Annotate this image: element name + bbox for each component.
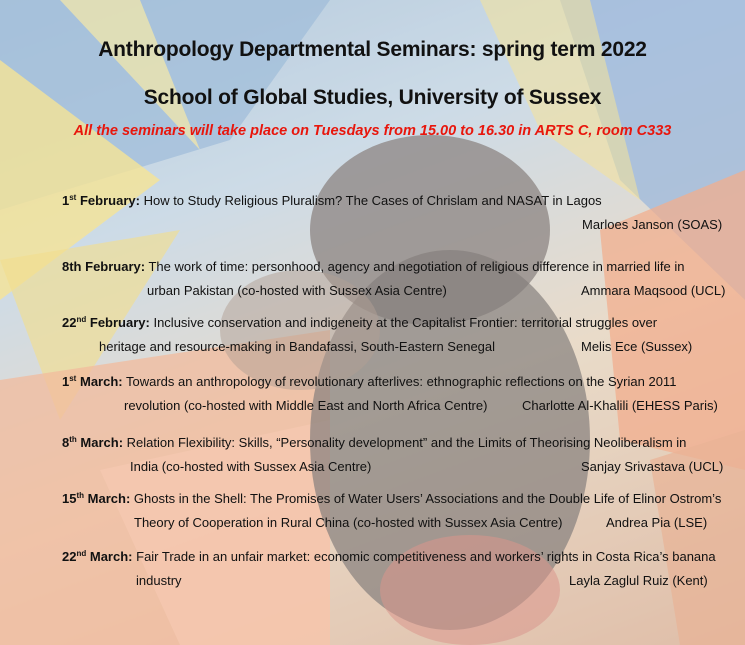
seminar-title-continued: revolution (co-hosted with Middle East and North Africa Centre)	[124, 398, 488, 413]
seminar-entry	[62, 255, 742, 303]
seminar-title-line	[62, 189, 742, 213]
seminar-entry	[62, 370, 742, 418]
seminar-entry	[62, 487, 742, 535]
seminar-speaker: Ammara Maqsood (UCL)	[581, 283, 726, 298]
seminar-speaker: Andrea Pia (LSE)	[606, 515, 708, 530]
seminar-title-line	[62, 545, 742, 569]
seminar-title-line	[62, 255, 742, 279]
seminar-title-continued: urban Pakistan (co-hosted with Sussex Asia Centre)	[147, 283, 447, 298]
seminar-entry	[62, 311, 742, 359]
seminar-speaker: Charlotte Al-Khalili (EHESS Paris)	[522, 398, 718, 413]
seminar-title-continued: heritage and resource-making in Bandafassi, South-Eastern Senegal	[99, 339, 496, 354]
seminar-title: Inclusive conservation and indigeneity at the Capitalist Frontier: territorial struggles over	[153, 315, 658, 330]
seminar-date: 22nd March:	[62, 549, 133, 564]
seminar-entry	[62, 189, 742, 237]
seminar-title-line	[62, 431, 742, 455]
seminar-speaker: Layla Zaglul Ruiz (Kent)	[569, 573, 708, 588]
poster-subtitle: All the seminars will take place on Tuesdays from 15.00 to 16.30 in ARTS C, room C333	[73, 123, 672, 139]
seminar-speaker: Sanjay Srivastava (UCL)	[581, 459, 724, 474]
seminar-title-continued: India (co-hosted with Sussex Asia Centre)	[130, 459, 372, 474]
seminar-title: Fair Trade in an unfair market: economic competitiveness and workers’ rights in Costa Rica’s banana	[136, 549, 716, 564]
seminar-title-line	[62, 311, 742, 335]
seminar-title: Relation Flexibility: Skills, “Personality development” and the Limits of Theorising Neoliberalism in	[126, 435, 687, 450]
seminar-date: 8th February:	[62, 259, 146, 274]
seminar-title: How to Study Religious Pluralism? The Cases of Chrislam and NASAT in Lagos	[143, 193, 602, 208]
seminar-date: 22nd February:	[62, 315, 150, 330]
seminar-date: 1st February:	[62, 193, 140, 208]
seminar-date: 8th March:	[62, 435, 124, 450]
seminar-title: The work of time: personhood, agency and negotiation of religious difference in married life in	[148, 259, 685, 274]
seminar-entry	[62, 431, 742, 479]
poster-institution: School of Global Studies, University of Sussex	[143, 86, 602, 109]
seminar-date: 1st March:	[62, 374, 123, 389]
seminar-speaker: Melis Ece (Sussex)	[581, 339, 693, 354]
seminar-title-line	[62, 370, 742, 394]
poster-title: Anthropology Departmental Seminars: spring term 2022	[98, 38, 647, 61]
seminar-date: 15th March:	[62, 491, 131, 506]
seminar-title-continued: Theory of Cooperation in Rural China (co-hosted with Sussex Asia Centre)	[134, 515, 563, 530]
seminar-title: Ghosts in the Shell: The Promises of Water Users’ Associations and the Double Life of Elinor Ostrom’s	[133, 491, 722, 506]
seminar-entry	[62, 545, 742, 593]
seminar-title: Towards an anthropology of revolutionary afterlives: ethnographic reflections on the Syrian 2011	[126, 374, 677, 389]
seminar-speaker: Marloes Janson (SOAS)	[582, 217, 723, 232]
seminar-title-continued: industry	[136, 573, 182, 588]
seminar-title-line	[62, 487, 742, 511]
